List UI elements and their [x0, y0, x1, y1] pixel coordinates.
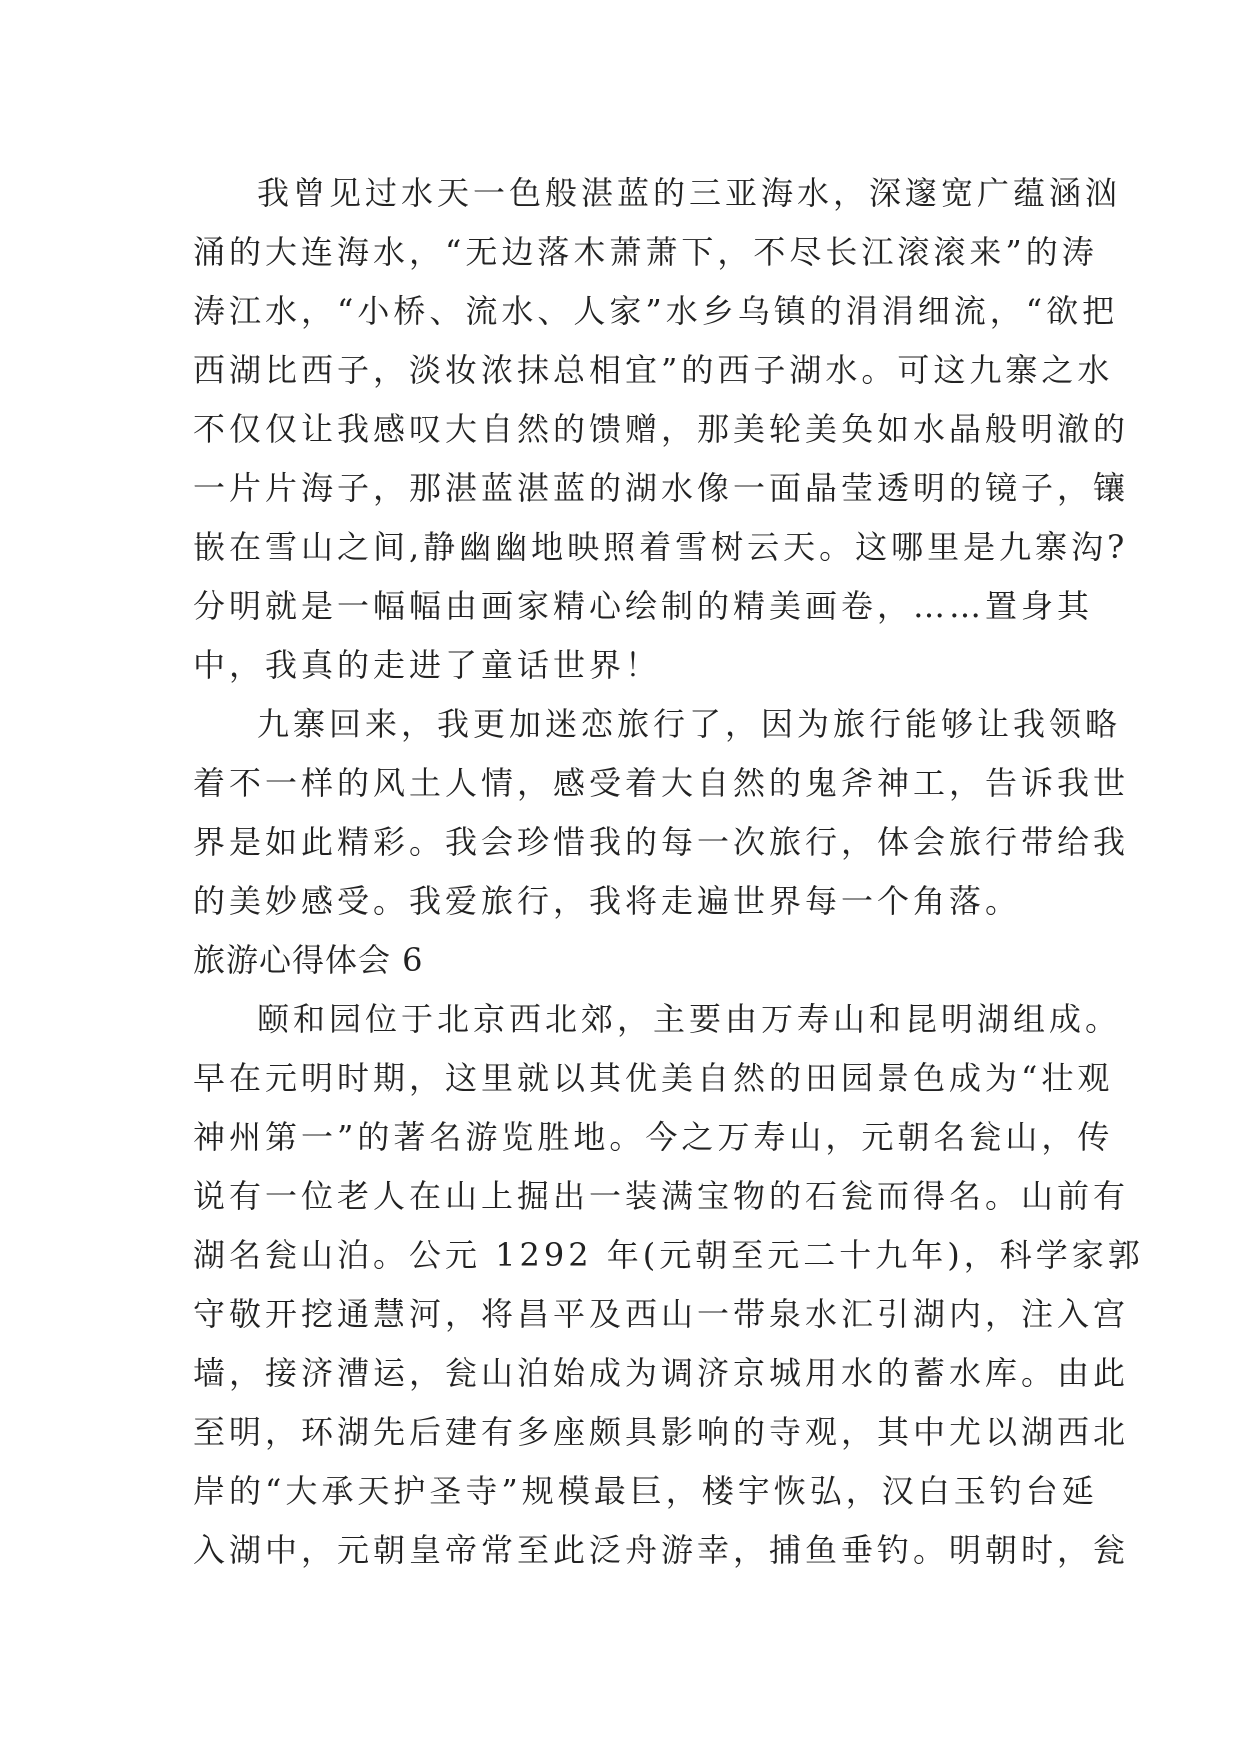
text-line: 九寨回来，我更加迷恋旅行了，因为旅行能够让我领略 [257, 705, 1122, 743]
text-line: 中，我真的走进了童话世界！ [193, 646, 662, 684]
text-line: 界是如此精彩。我会珍惜我的每一次旅行，体会旅行带给我 [193, 823, 1130, 861]
text-line: 嵌在雪山之间,静幽幽地映照着雪树云天。这哪里是九寨沟? [193, 528, 1129, 566]
text-line: 颐和园位于北京西北郊，主要由万寿山和昆明湖组成。 [257, 1000, 1122, 1038]
text-line: 说有一位老人在山上掘出一装满宝物的石瓮而得名。山前有 [193, 1177, 1130, 1215]
text-line: 分明就是一幅幅由画家精心绘制的精美画卷，……置身其 [193, 587, 1094, 625]
text-line: 湖名瓮山泊。公元 1292 年(元朝至元二十九年)，科学家郭 [193, 1236, 1144, 1274]
text-line: 守敬开挖通慧河，将昌平及西山一带泉水汇引湖内，注入宫 [193, 1295, 1130, 1333]
text-line: 至明，环湖先后建有多座颇具影响的寺观，其中尤以湖西北 [193, 1413, 1130, 1451]
text-line: 着不一样的风土人情，感受着大自然的鬼斧神工，告诉我世 [193, 764, 1130, 802]
document-body [193, 164, 1144, 1580]
text-line: 墙，接济漕运，瓮山泊始成为调济京城用水的蓄水库。由此 [193, 1354, 1130, 1392]
section-heading: 旅游心得体会 6 [193, 941, 424, 979]
paragraph-jiuzhai-water [193, 164, 1130, 695]
paragraph-summer-palace [193, 990, 1144, 1580]
text-line: 神州第一”的著名游览胜地。今之万寿山，元朝名瓮山，传 [193, 1118, 1114, 1156]
text-line: 入湖中，元朝皇帝常至此泛舟游幸，捕鱼垂钓。明朝时，瓮 [193, 1531, 1130, 1569]
text-line: 岸的“大承天护圣寺”规模最巨，楼宇恢弘，汉白玉钓台延 [193, 1472, 1098, 1510]
text-line: 我曾见过水天一色般湛蓝的三亚海水，深邃宽广蕴涵汹 [257, 174, 1122, 212]
text-line: 涌的大连海水，“无边落木萧萧下，不尽长江滚滚来”的涛 [193, 233, 1098, 271]
text-line: 早在元明时期，这里就以其优美自然的田园景色成为“壮观 [193, 1059, 1114, 1097]
text-line: 涛江水，“小桥、流水、人家”水乡乌镇的涓涓细流，“欲把 [193, 292, 1119, 330]
text-line: 西湖比西子，淡妆浓抹总相宜”的西子湖水。可这九寨之水 [193, 351, 1114, 389]
text-line: 不仅仅让我感叹大自然的馈赠，那美轮美奂如水晶般明澈的 [193, 410, 1130, 448]
text-line: 一片片海子，那湛蓝湛蓝的湖水像一面晶莹透明的镜子，镶 [193, 469, 1130, 507]
paragraph-love-travel [193, 695, 1130, 931]
text-line: 的美妙感受。我爱旅行，我将走遍世界每一个角落。 [193, 882, 1022, 920]
